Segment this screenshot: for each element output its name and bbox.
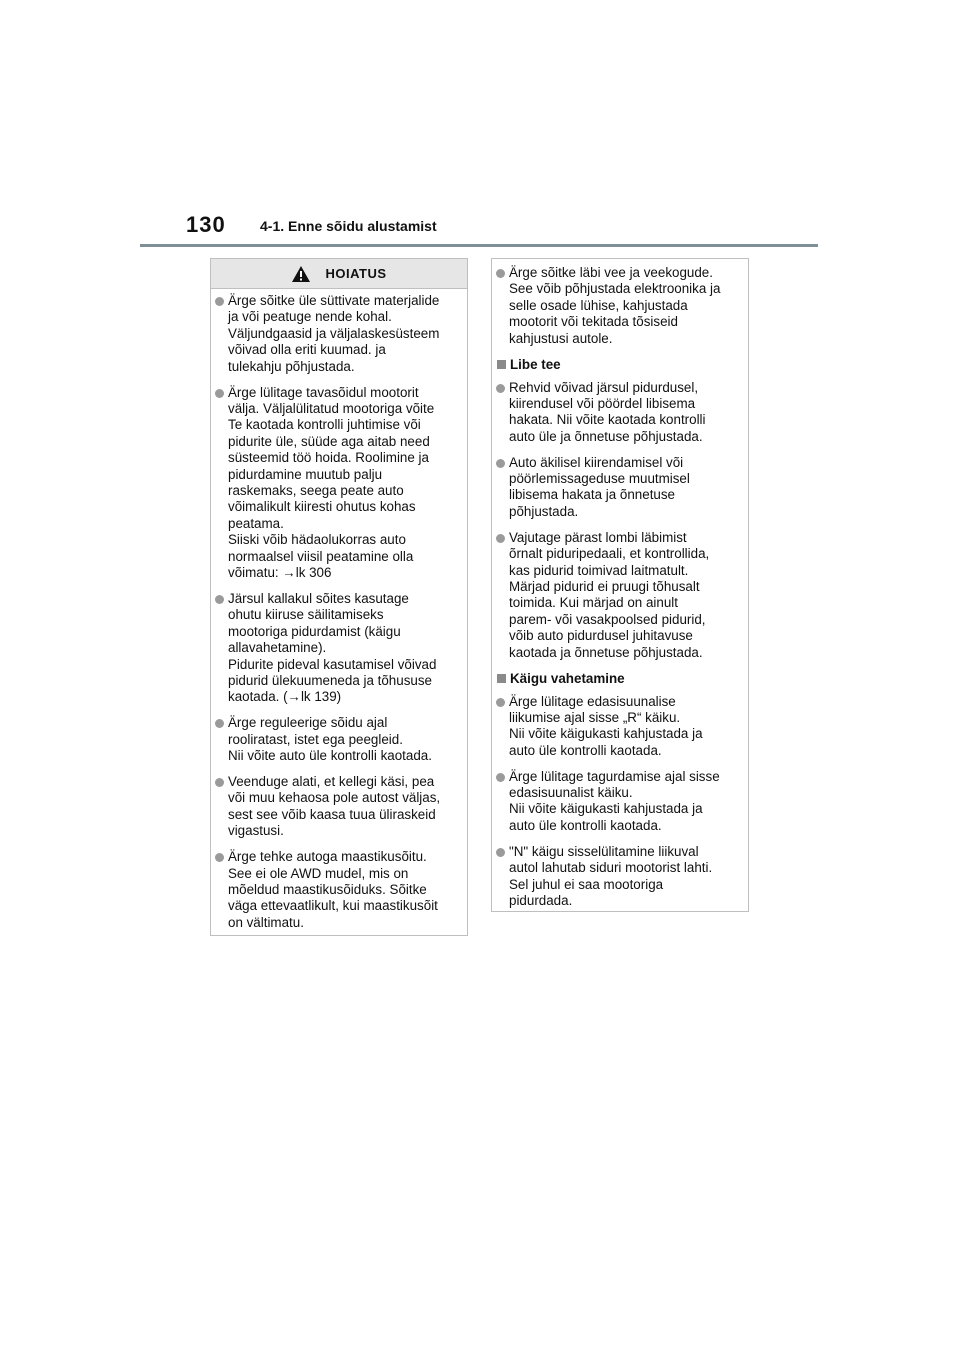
bullet-icon xyxy=(496,534,505,543)
bullet-icon xyxy=(215,297,224,306)
list-item: Ärge reguleerige sõidu ajal rooliratast, istet ega peegleid. Nii võite auto üle kontrolli kaotada. xyxy=(215,715,459,764)
list-item: Ärge lülitage tavasõidul mootorit välja. Väljalülitatud mootoriga võite Te kaotada kontrolli juhtimise või pidurite üle, süüde aga aitab need süsteemid töö hoida. Roolimine ja pidurdamine muutub palju raskemaks, seega peate auto võimalikult kiiresti ohutus kohas peatama. Siiski võib hädaolukorras auto normaalsel viisil peatamine olla võimatu: →lk 306 xyxy=(215,385,459,582)
list-item: Ärge lülitage tagurdamise ajal sisse edasisuunalist käiku. Nii võite käigukasti kahjustada ja auto üle kontrolli kaotada. xyxy=(496,769,740,835)
warning-label: HOIATUS xyxy=(325,266,387,281)
slippery-road-heading: Libe tee xyxy=(496,357,740,373)
list-item: Ärge tehke autoga maastikusõitu. See ei ole AWD mudel, mis on mõeldud maastikusõiduks. Sõitke väga ettevaatlikult, kui maastikusõit on vältimatu. xyxy=(215,849,459,931)
bullet-icon xyxy=(496,698,505,707)
continued-warning-box xyxy=(491,258,749,912)
bullet-icon xyxy=(496,269,505,278)
list-item: Veenduge alati, et kellegi käsi, pea või muu kehaosa pole autost väljas, sest see võib kaasa tuua üliraskeid vigastusi. xyxy=(215,774,459,840)
list-item: Auto äkilisel kiirendamisel või pöörlemissageduse muutmisel libisema hakata ja õnnetuse põhjustada. xyxy=(496,455,740,521)
bullet-icon xyxy=(496,848,505,857)
bullet-icon xyxy=(215,389,224,398)
gearshift-heading: Käigu vahetamine xyxy=(496,671,740,687)
warning-triangle-icon xyxy=(291,265,311,283)
section-title: 4-1. Enne sõidu alustamist xyxy=(260,218,437,234)
warning-box xyxy=(210,258,468,936)
list-item: Ärge sõitke üle süttivate materjalide ja või peatuge nende kohal. Väljundgaasid ja väljalaskesüsteem võivad olla eriti kuumad. ja tulekahju põhjustada. xyxy=(215,293,459,375)
header-rule xyxy=(140,244,818,247)
square-bullet-icon xyxy=(497,674,506,683)
bullet-icon xyxy=(215,595,224,604)
list-item: Ärge lülitage edasisuunalise liikumise ajal sisse „R“ käiku. Nii võite käigukasti kahjustada ja auto üle kontrolli kaotada. xyxy=(496,694,740,760)
bullet-icon xyxy=(496,459,505,468)
warning-header xyxy=(211,259,467,289)
bullet-icon xyxy=(496,773,505,782)
warning-list xyxy=(211,289,467,931)
list-item: Ärge sõitke läbi vee ja veekogude. See võib põhjustada elektroonika ja selle osade lühise, kahjustada mootorit või tekitada tõsiseid kahjustusi autole. xyxy=(496,265,740,347)
list-item: Vajutage pärast lombi läbimist õrnalt piduripedaali, et kontrollida, kas pidurid toimivad laitmatult. Märjad pidurid ei pruugi tõhusalt toimida. Kui märjad on ainult parem- või vasakpoolsed pidurid, võib auto pidurdusel juhitavuse kaotada ja õnnetuse põhjustada. xyxy=(496,530,740,661)
list-item: Rehvid võivad järsul pidurdusel, kiirendusel või pöördel libisema hakata. Nii võite kaotada kontrolli auto üle ja õnnetuse põhjustada. xyxy=(496,380,740,446)
list-item: "N" käigu sisselülitamine liikuval autol lahutab siduri mootorist lahti. Sel juhul ei saa mootoriga pidurdada. xyxy=(496,844,740,910)
page-number: 130 xyxy=(186,212,226,237)
right-list xyxy=(492,261,748,909)
bullet-icon xyxy=(496,384,505,393)
bullet-icon xyxy=(215,853,224,862)
list-item: Järsul kallakul sõites kasutage ohutu kiiruse säilitamiseks mootoriga pidurdamist (käigu allavahetamine). Pidurite pideval kasutamisel võivad pidurid ülekuumeneda ja tõhususe kaotada. (→lk 139) xyxy=(215,591,459,706)
bullet-icon xyxy=(215,778,224,787)
square-bullet-icon xyxy=(497,360,506,369)
bullet-icon xyxy=(215,719,224,728)
